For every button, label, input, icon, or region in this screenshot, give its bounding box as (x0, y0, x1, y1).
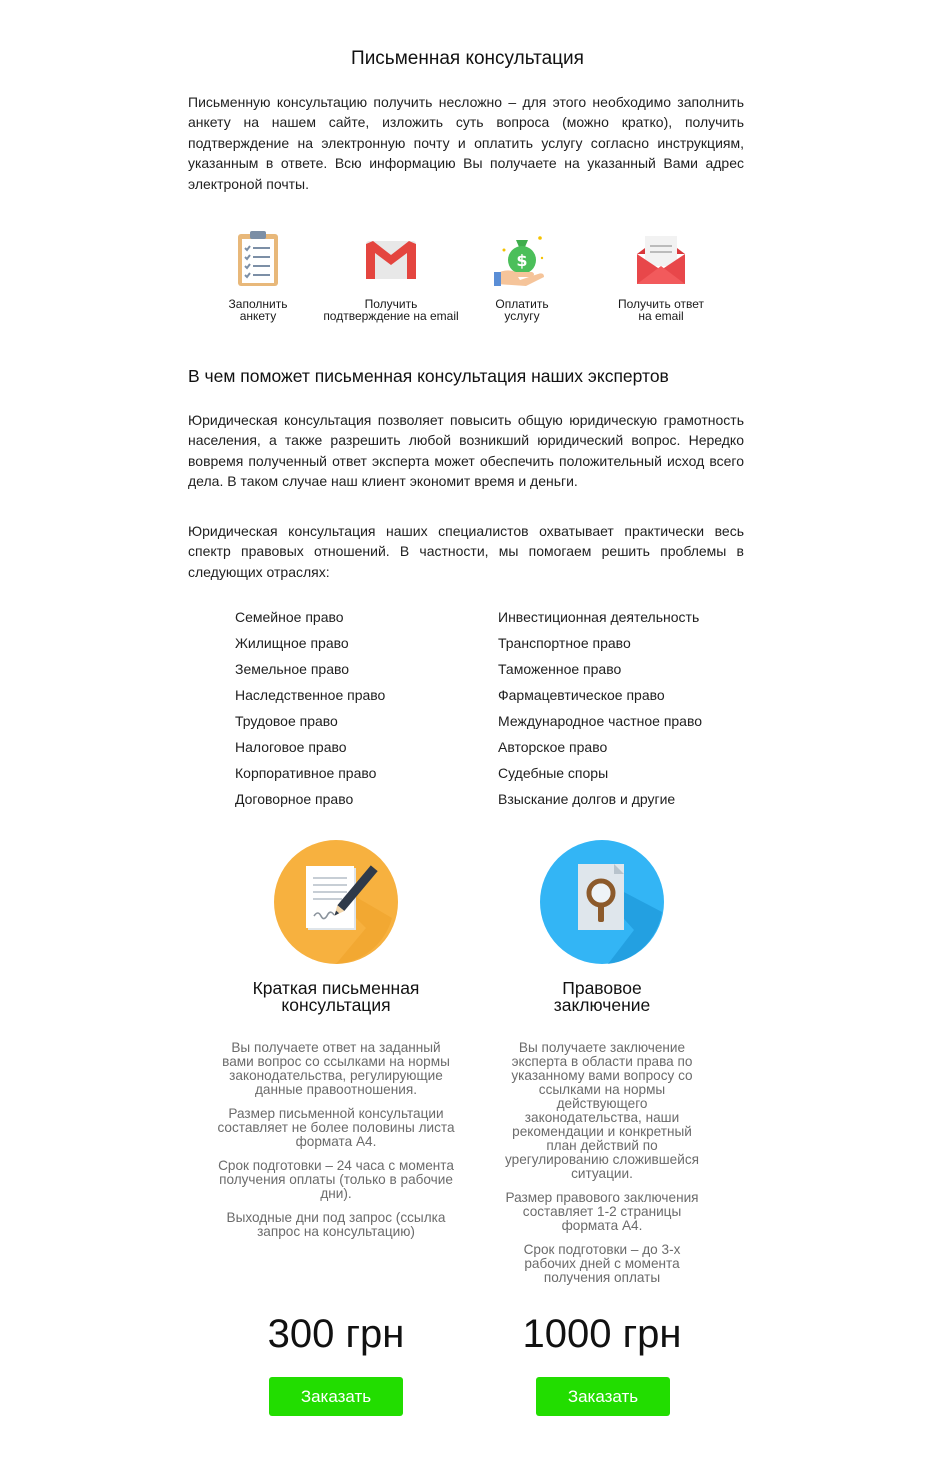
page-title: Письменная консультация (351, 48, 584, 69)
section-heading: В чем поможет письменная консультация наших экспертов (188, 366, 669, 386)
service-card-brief (216, 838, 456, 1249)
list-item: Налоговое право (235, 739, 347, 755)
service-desc-paragraph: Срок подготовки – до 3-х рабочих дней с момента получения оплаты (523, 1242, 681, 1285)
law-areas-right (498, 604, 702, 812)
list-item: Взыскание долгов и другие (498, 791, 676, 807)
list-item: Таможенное право (498, 661, 622, 677)
list-item: Транспортное право (498, 635, 631, 651)
steps-row (188, 228, 744, 338)
service-title (482, 980, 722, 1013)
list-item: Фармацевтическое право (498, 687, 665, 703)
list-item: Инвестиционная деятельность (498, 609, 700, 625)
list-item: Авторское право (498, 739, 608, 755)
price-brief: 300 грн (267, 1312, 405, 1356)
service-title-line: Правовое (562, 978, 642, 998)
gmail-icon (361, 228, 421, 288)
list-item: Корпоративное право (235, 765, 377, 781)
step-label: Оплатить услугу (495, 297, 549, 323)
list-item: Судебные споры (498, 765, 609, 781)
checklist-icon (228, 228, 288, 288)
step-label: Заполнить анкету (228, 297, 288, 323)
service-desc-paragraph: Вы получаете ответ на заданный вами вопрос со ссылками на нормы законодательства, регулирующие данные правоотношения. (222, 1040, 450, 1097)
step-get-answer (591, 228, 731, 322)
list-item: Международное частное право (498, 713, 703, 729)
service-description (482, 1041, 722, 1285)
section-paragraph: Юридическая консультация наших специалистов охватывает практически весь спектр правовых отношений. В частности, мы помогаем решить проблемы в следующих отраслях: (188, 523, 744, 580)
list-item: Наследственное право (235, 687, 386, 703)
service-title-line: Краткая письменная (252, 978, 420, 998)
step-label: Получить ответ на email (618, 297, 704, 323)
list-item: Трудовое право (235, 713, 338, 729)
service-desc-paragraph: Размер правового заключения составляет 1-2 страницы формата А4. (505, 1190, 699, 1233)
order-brief-button[interactable]: Заказать (269, 1377, 403, 1416)
step-pay (452, 228, 592, 322)
money-bag-icon (492, 228, 552, 288)
step-fill-form (188, 228, 328, 322)
service-title (216, 980, 456, 1013)
service-desc-paragraph: Вы получаете заключение эксперта в области права по указанному вами вопросу со ссылками на нормы действующего законодательства, наши рекомендации и конкретный план действий по урегулированию сложившейся ситуации. (505, 1040, 699, 1181)
envelope-icon (631, 228, 691, 288)
service-desc-paragraph: Размер письменной консультации составляет не более половины листа формата А4. (217, 1106, 455, 1149)
service-desc-paragraph: Выходные дни под запрос (ссылка запрос на консультацию) (226, 1210, 446, 1239)
intro-paragraph: Письменную консультацию получить несложно – для этого необходимо заполнить анкету на нашем сайте, изложить суть вопроса (можно кратко), получить подтверждение на электронную почту и оплатить услугу согласно инструкциям, указанным в ответе. Всю информацию Вы получаете на указанный Вами адрес электроной почты. (188, 94, 744, 192)
order-legal-opinion-button[interactable]: Заказать (536, 1377, 670, 1416)
list-item: Договорное право (235, 791, 354, 807)
list-item: Жилищное право (235, 635, 349, 651)
service-title-line: консультация (281, 994, 391, 1015)
svg-text:$: $ (516, 251, 528, 270)
document-sign-icon (272, 838, 400, 966)
service-card-legal-opinion (482, 838, 722, 1295)
law-areas-left (235, 604, 385, 812)
list-item: Земельное право (235, 661, 350, 677)
step-confirm (321, 228, 461, 322)
section-paragraph: Юридическая консультация позволяет повысить общую юридическую грамотность населения, а также разрешить любой возникший юридический вопрос. Нередко вовремя полученный ответ эксперта может обеспечить положительный исход всего дела. В таком случае наш клиент экономит время и деньги. (188, 412, 744, 490)
service-title-line: заключение (553, 994, 651, 1015)
service-desc-paragraph: Срок подготовки – 24 часа с момента получения оплаты (только в рабочие дни). (218, 1158, 454, 1201)
document-search-icon (538, 838, 666, 966)
step-label: Получить подтверждение на email (323, 297, 459, 323)
price-legal-opinion: 1000 грн (522, 1312, 682, 1356)
service-description (216, 1041, 456, 1239)
list-item: Семейное право (235, 609, 344, 625)
